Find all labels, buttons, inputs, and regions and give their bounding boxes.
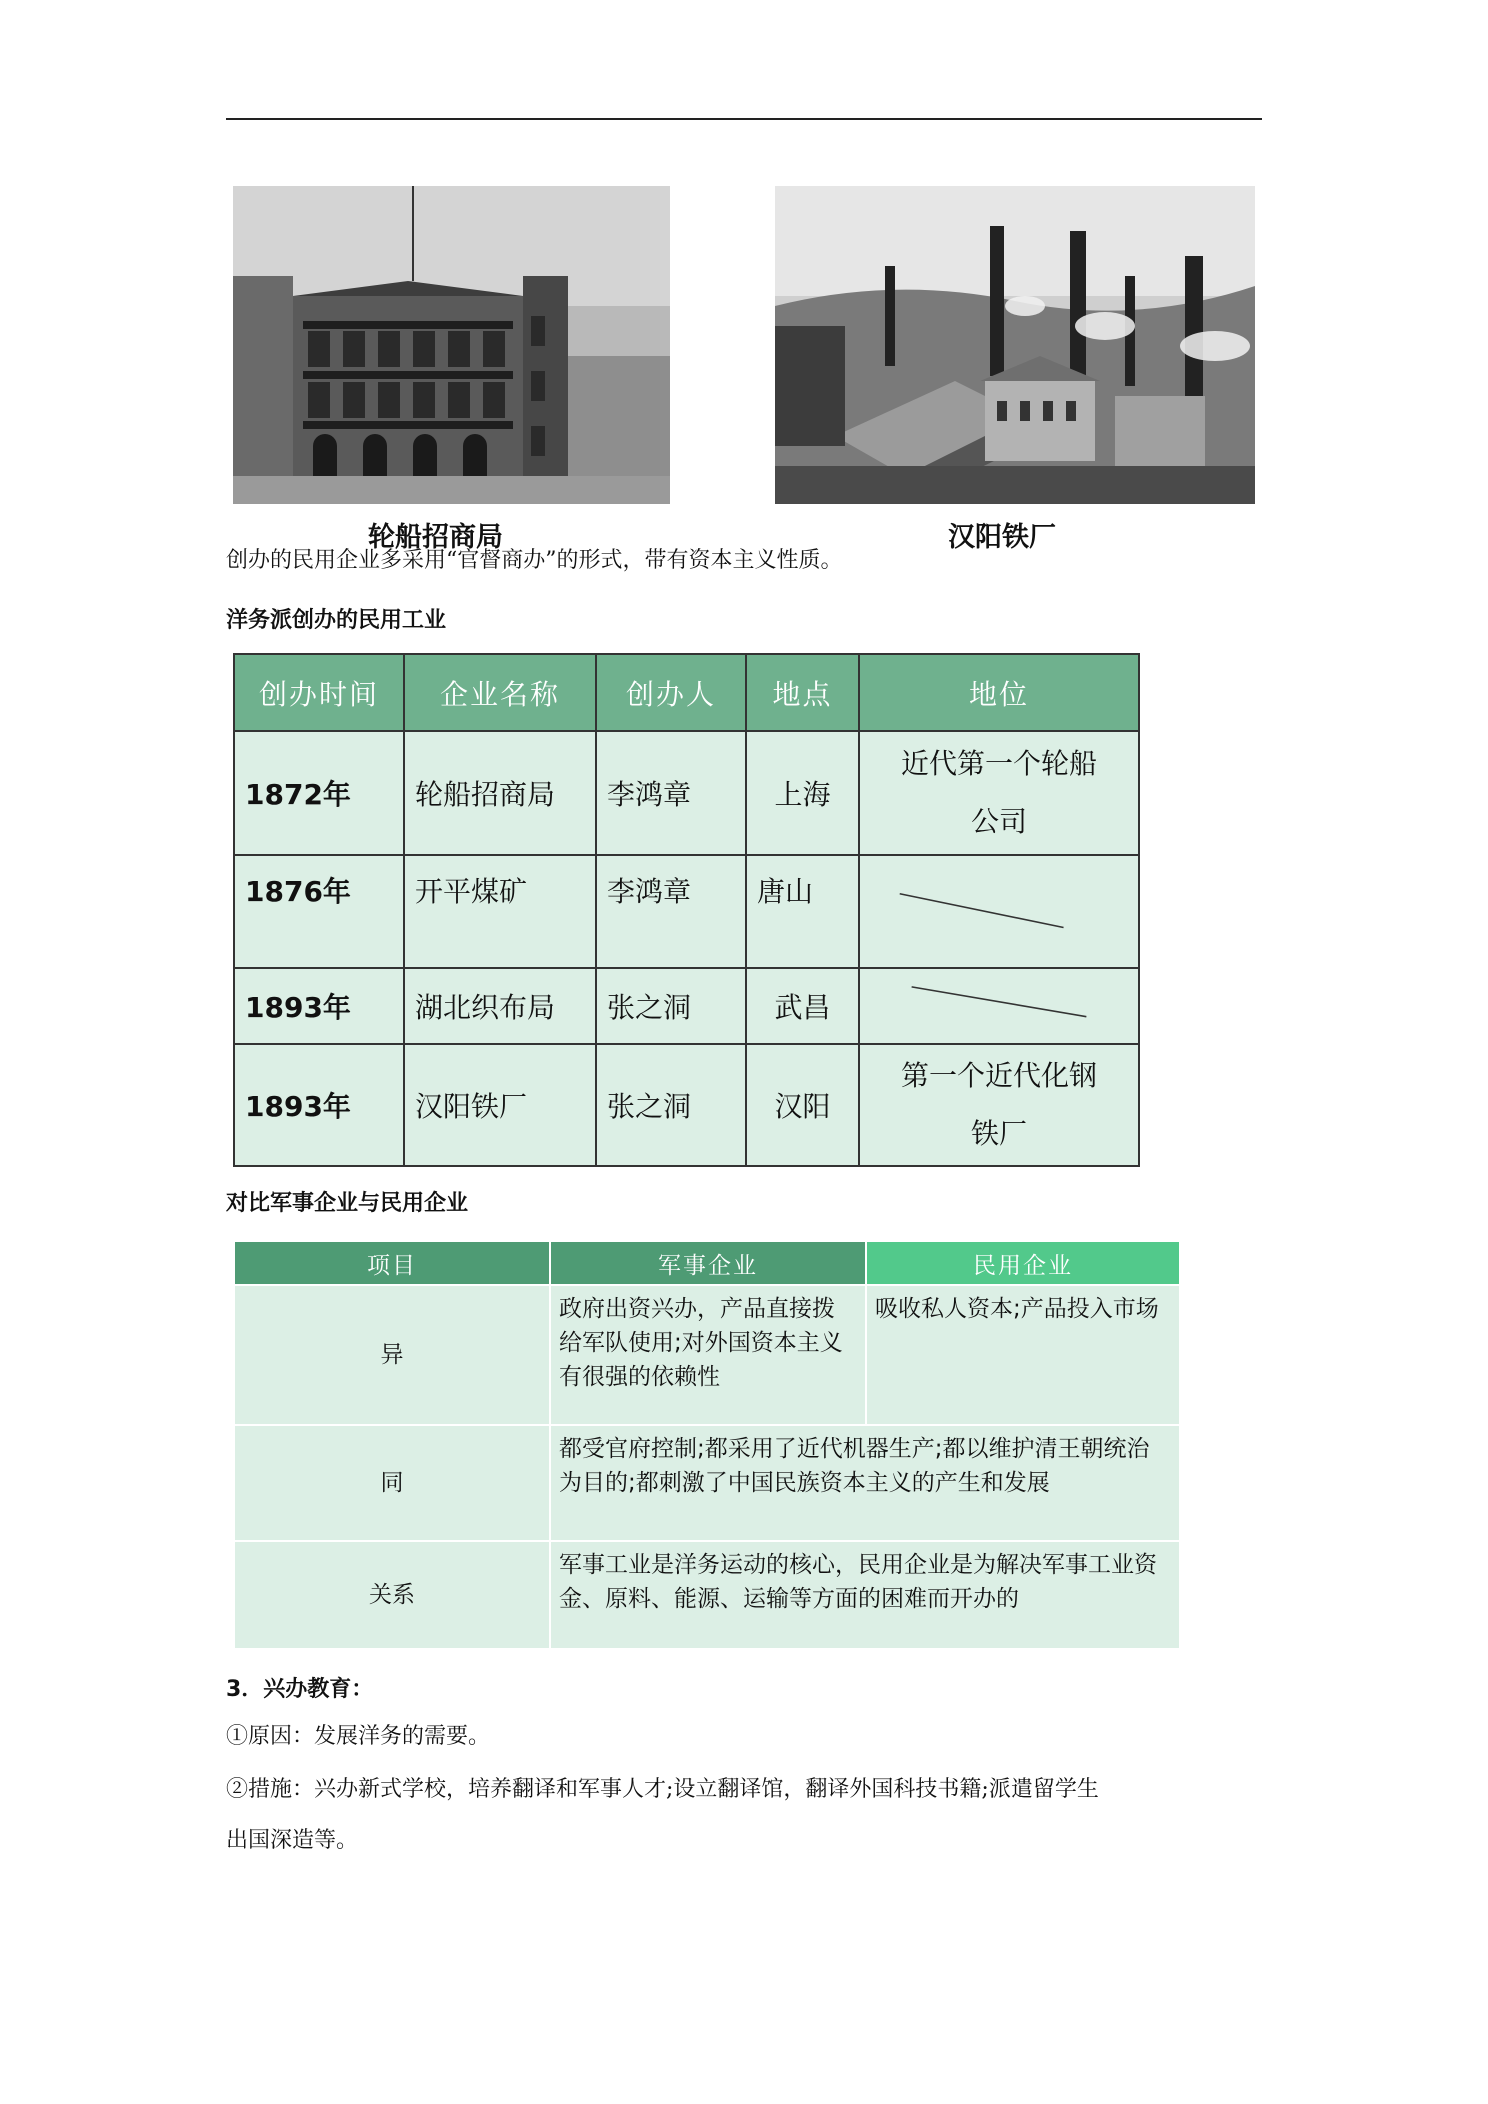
status-line: 第一个近代化钢 bbox=[900, 1058, 1097, 1092]
intro-text: 创办的民用企业多采用“官督商办”的形式，带有资本主义性质。 bbox=[226, 548, 843, 573]
status-line: 近代第一个轮船 bbox=[900, 747, 1097, 780]
relation-cell: 军事工业是洋务运动的核心，民用企业是为解决军事工业资金、原料、能源、运输等方面的困难而开办的 bbox=[550, 1541, 1180, 1649]
education-measures-line2: 出国深造等。 bbox=[226, 1828, 359, 1853]
table-row bbox=[234, 1541, 1180, 1649]
comparison-table bbox=[233, 1240, 1181, 1650]
column-header: 创办人 bbox=[596, 654, 746, 731]
company-cell: 轮船招商局 bbox=[404, 731, 596, 855]
table-row bbox=[234, 1285, 1180, 1425]
column-header: 地位 bbox=[859, 654, 1139, 731]
location-cell: 武昌 bbox=[746, 968, 859, 1043]
status-cell-empty bbox=[859, 968, 1139, 1043]
founder-cell: 张之洞 bbox=[596, 1044, 746, 1166]
header-rule bbox=[226, 118, 1262, 120]
similarity-cell: 都受官府控制;都采用了近代机器生产;都以维护清王朝统治为目的;都刺激了中国民族资本主义的产生和发展 bbox=[550, 1425, 1180, 1541]
column-header: 项目 bbox=[234, 1241, 550, 1285]
status-cell bbox=[859, 1044, 1139, 1166]
blank-slash-icon bbox=[860, 856, 1138, 967]
table-row bbox=[234, 731, 1139, 855]
military-diff-cell: 政府出资兴办，产品直接拨给军队使用;对外国资本主义有很强的依赖性 bbox=[550, 1285, 866, 1425]
section-title-comparison: 对比军事企业与民用企业 bbox=[226, 1191, 469, 1216]
year-cell: 1893年 bbox=[234, 968, 404, 1043]
table-row bbox=[234, 855, 1139, 968]
founder-cell: 张之洞 bbox=[596, 968, 746, 1043]
row-label: 关系 bbox=[234, 1541, 550, 1649]
status-cell-empty bbox=[859, 855, 1139, 968]
location-cell: 唐山 bbox=[746, 855, 859, 968]
photo-hanyang-ironworks bbox=[775, 186, 1255, 504]
education-reason: ①原因：发展洋务的需要。 bbox=[226, 1724, 491, 1749]
row-label: 异 bbox=[234, 1285, 550, 1425]
status-cell bbox=[859, 731, 1139, 855]
company-cell: 汉阳铁厂 bbox=[404, 1044, 596, 1166]
section-title-education: 3．兴办教育： bbox=[226, 1677, 374, 1702]
blank-slash-icon bbox=[860, 969, 1138, 1042]
year-cell: 1872年 bbox=[234, 731, 404, 855]
location-cell: 汉阳 bbox=[746, 1044, 859, 1166]
photo-caption-left: 轮船招商局 bbox=[368, 522, 503, 553]
column-header: 创办时间 bbox=[234, 654, 404, 731]
founder-cell: 李鸿章 bbox=[596, 731, 746, 855]
status-line: 公司 bbox=[970, 805, 1027, 838]
location-cell: 上海 bbox=[746, 731, 859, 855]
civil-industry-table bbox=[233, 653, 1140, 1167]
table-row bbox=[234, 1044, 1139, 1166]
year-cell: 1876年 bbox=[234, 855, 404, 968]
photo-caption-right: 汉阳铁厂 bbox=[948, 522, 1056, 553]
column-header: 军事企业 bbox=[550, 1241, 866, 1285]
column-header: 民用企业 bbox=[866, 1241, 1180, 1285]
photo-steamship-company bbox=[233, 186, 670, 504]
column-header: 企业名称 bbox=[404, 654, 596, 731]
table-header-row bbox=[234, 654, 1139, 731]
company-cell: 开平煤矿 bbox=[404, 855, 596, 968]
table-row bbox=[234, 968, 1139, 1043]
section-title-civil-industry: 洋务派创办的民用工业 bbox=[226, 608, 447, 633]
column-header: 地点 bbox=[746, 654, 859, 731]
table-header-row bbox=[234, 1241, 1180, 1285]
row-label: 同 bbox=[234, 1425, 550, 1541]
table-row bbox=[234, 1425, 1180, 1541]
company-cell: 湖北织布局 bbox=[404, 968, 596, 1043]
year-cell: 1893年 bbox=[234, 1044, 404, 1166]
founder-cell: 李鸿章 bbox=[596, 855, 746, 968]
status-line: 铁厂 bbox=[970, 1116, 1027, 1150]
civil-diff-cell: 吸收私人资本;产品投入市场 bbox=[866, 1285, 1180, 1425]
education-measures-line1: ②措施：兴办新式学校，培养翻译和军事人才;设立翻译馆，翻译外国科技书籍;派遣留学生 bbox=[226, 1777, 1099, 1802]
